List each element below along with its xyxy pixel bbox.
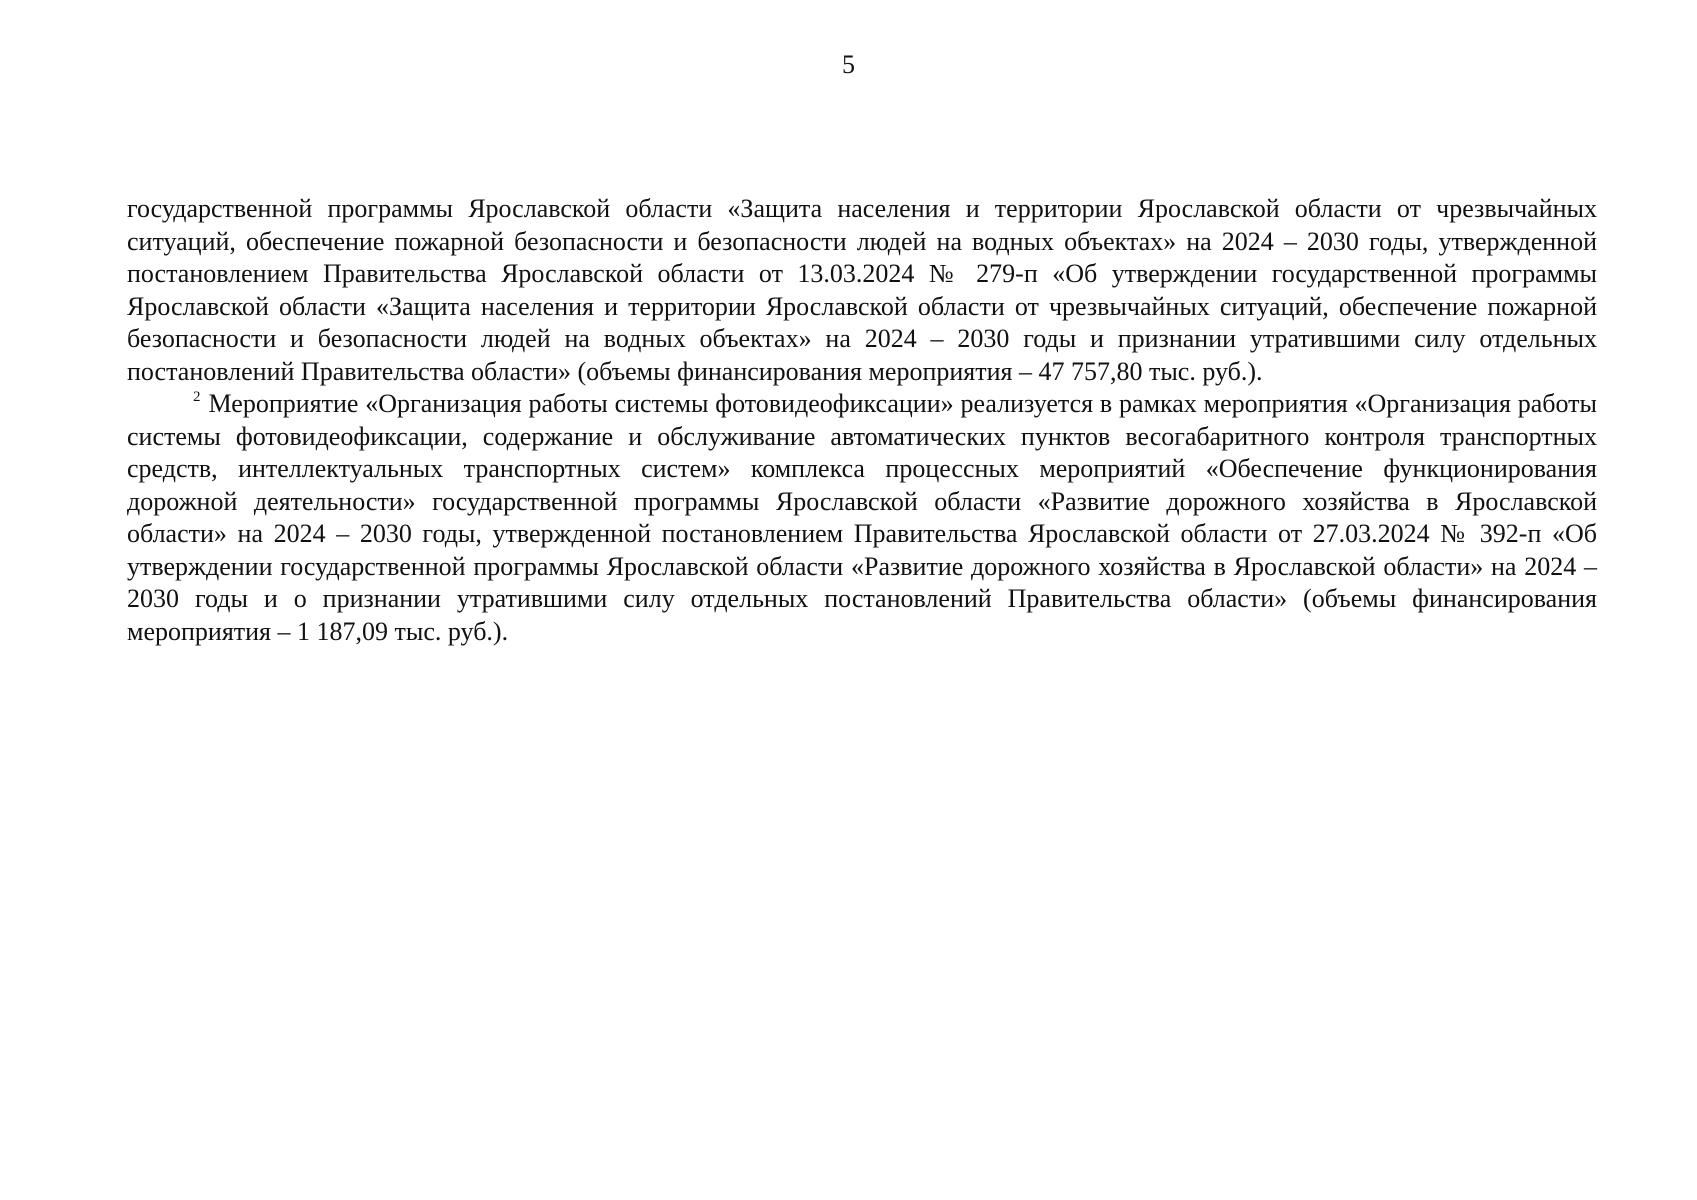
document-body	[127, 193, 1597, 648]
page-number: 5	[842, 50, 855, 79]
paragraph-continuation: государственной программы Ярославской области «Защита населения и территории Ярославской области от чрезвычайных ситуаций, обеспечение пожарной безопасности и безопасности людей на водных объектах» на 2024 – 2030 годы, утвержденной постановлением Правительства Ярославской области от 13.03.2024 № 279-п «Об утверждении государственной программы Ярославской области «Защита населения и территории Ярославской области от чрезвычайных ситуаций, обеспечение пожарной безопасности и безопасности людей на водных объектах» на 2024 – 2030 годы и признании утратившими силу отдельных постановлений Правительства области» (объемы финансирования мероприятия – 47 757,80 тыс. руб.).	[127, 194, 1597, 386]
paragraph-footnote-2	[127, 388, 1597, 648]
footnote-mark: 2	[193, 389, 201, 405]
paragraph-footnote-2-text: Мероприятие «Организация работы системы фотовидеофиксации» реализуется в рамках мероприятия «Организация работы системы фотовидеофиксации, содержание и обслуживание автоматических пунктов весогабаритного контроля транспортных средств, интеллектуальных транспортных систем» комплекса процессных мероприятий «Обеспечение функционирования дорожной деятельности» государственной программы Ярославской области «Развитие дорожного хозяйства в Ярославской области» на 2024 – 2030 годы, утвержденной постановлением Правительства Ярославской области от 27.03.2024 № 392-п «Об утверждении государственной программы Ярославской области «Развитие дорожного хозяйства в Ярославской области» на 2024 – 2030 годы и о признании утратившими силу отдельных постановлений Правительства области» (объемы финансирования мероприятия – 1 187,09 тыс. руб.).	[127, 389, 1597, 646]
